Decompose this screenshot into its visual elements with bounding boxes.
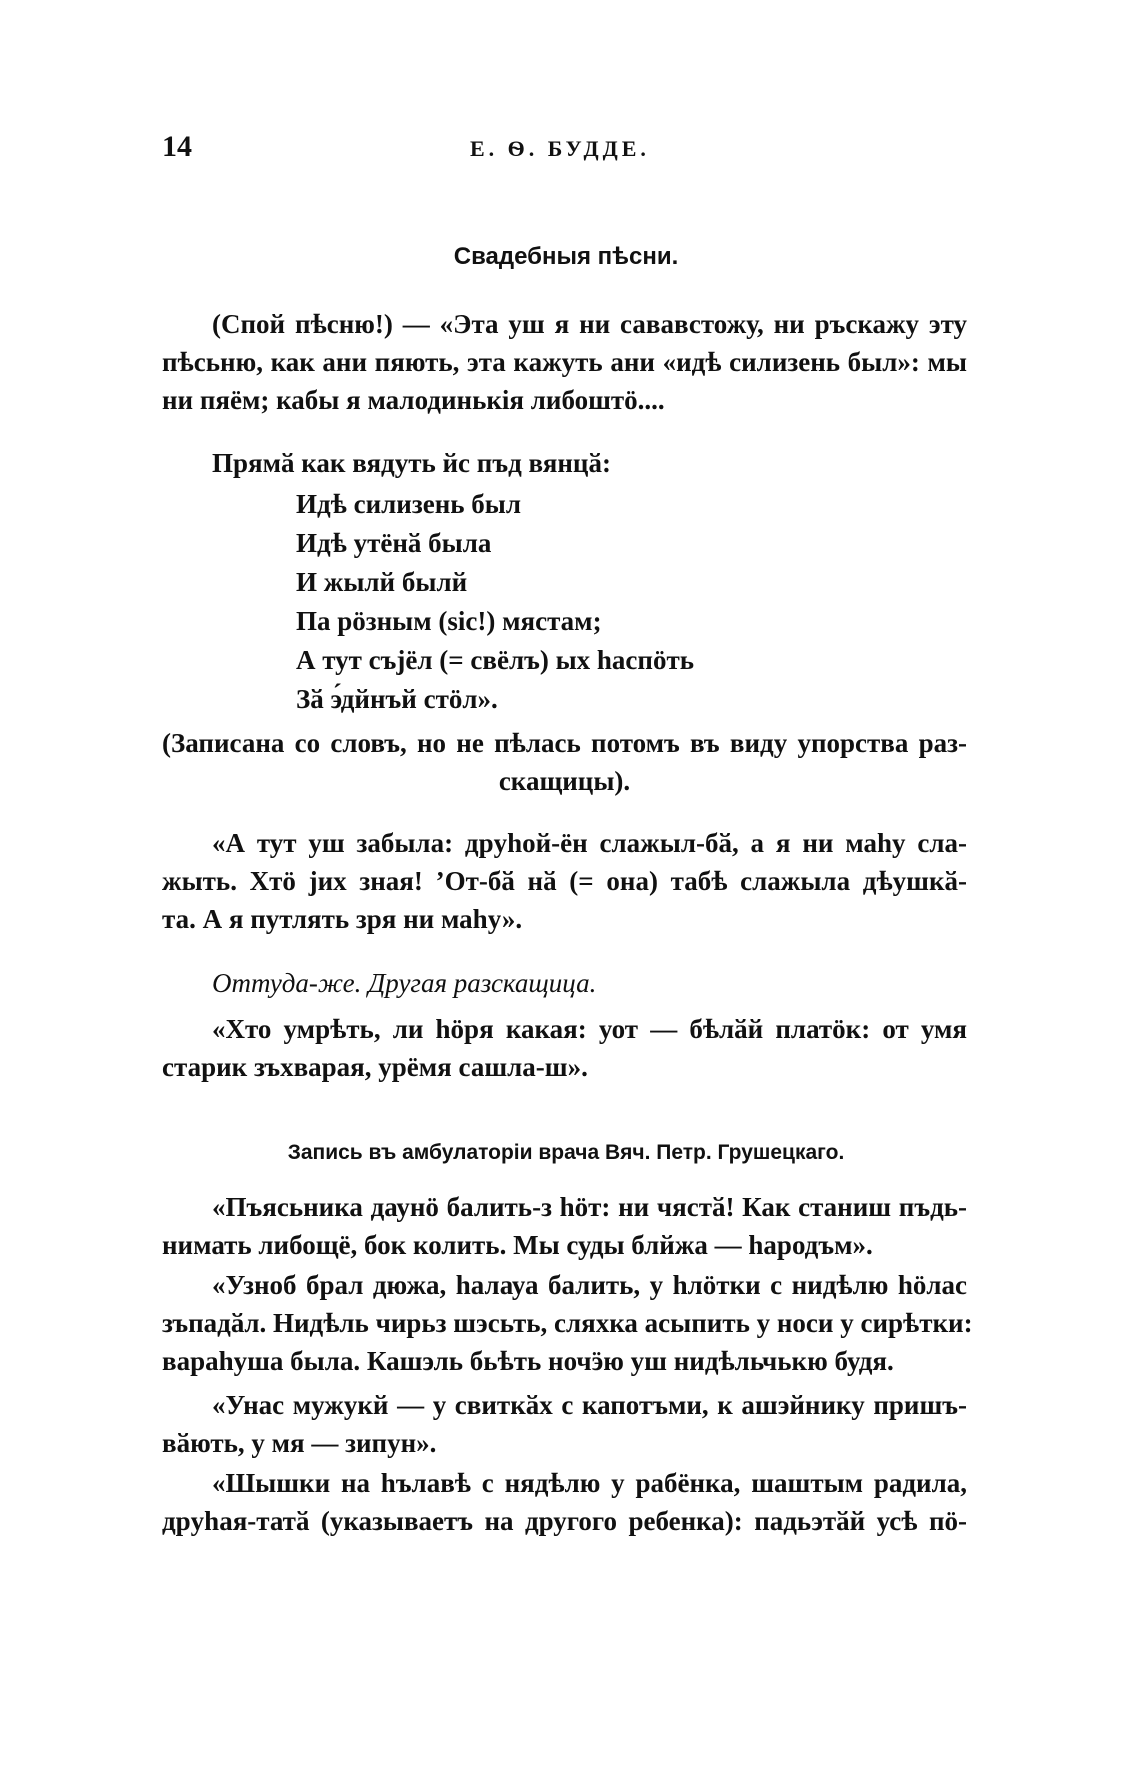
quote-line: та. А я путлять зря ни маhу».	[162, 904, 523, 934]
quote-line: жыть. Хтӧ јих зная! ’От-бӑ нӑ (= она) табѣ слажыла дѣушкӑ-	[162, 866, 967, 896]
clinic-line: «Узноб брал дюжа, hалауа балить, у hлӧтки с нидѣлю hӧлас	[212, 1270, 967, 1300]
quote-line: «Хто умрѣть, ли hӧря какая: уот — бѣлӑй платӧк: от умя	[212, 1014, 967, 1044]
clinic-line: зъпадӑл. Нидѣль чирьз шэсьть, сляхка асыпить у носи у сирѣтки:	[162, 1308, 973, 1338]
intro-line: пѣсьню, как ани пяють, эта кажуть ани «идѣ силизень был»: мы	[162, 347, 967, 377]
recording-note: скащицы).	[498, 766, 631, 796]
clinic-line: «Унас мужукй — у свиткӑх с капотъми, к ашэйнику пришъ-	[212, 1390, 967, 1420]
song-verse: Зӑ э́дйнъй стӧл».	[296, 684, 498, 714]
page-number: 14	[162, 130, 192, 163]
song-verse: И жылй былй	[296, 567, 468, 597]
song-lead: Прямӑ как вядуть йс пъд вянцӑ:	[212, 448, 611, 478]
quote-line: «А тут уш забыла: дрyhой-ён слажыл-бӑ, а я ни маhу сла-	[212, 828, 967, 858]
section-title-wedding-songs: Свадебныя пѣсни.	[453, 243, 679, 270]
intro-line: (Спой пѣсню!) — «Эта уш я ни сававстожу, ни ръскажу эту	[212, 309, 967, 339]
song-verse: Па рӧзным (sic!) мястам;	[296, 606, 602, 636]
clinic-line: нимать либощё, бок колить. Мы суды блйжа — hародъм».	[162, 1230, 873, 1260]
clinic-line: вӑють, у мя — зипун».	[162, 1428, 437, 1458]
song-verse: Идѣ утёнӑ была	[296, 528, 492, 558]
intro-line: ни пяём; кабы я малодинькія либоштӧ....	[162, 385, 665, 415]
clinic-line: «Пъясьника даунӧ балить-з hӧт: ни чястӑ! Как станиш пъдь-	[212, 1192, 967, 1222]
running-title: Е. Ѳ. БУДДЕ.	[470, 136, 650, 161]
clinic-line: варahуша была. Кашэль бьѣть ночӭю уш нидѣльчькю будя.	[162, 1346, 894, 1376]
clinic-line: дрyhая-татӑ (указываетъ на другого ребенка): падьэтӑй усѣ пӧ-	[162, 1506, 967, 1536]
quote-line: старик зъхварая, урёмя сашла-ш».	[162, 1052, 588, 1082]
song-verse: Идѣ силизень был	[296, 489, 522, 519]
section-title-clinic-record: Запись въ амбулаторіи врача Вяч. Петр. Грушецкаго.	[287, 1141, 845, 1164]
clinic-line: «Шышки на hълавѣ с нядѣлю у рабёнка, шаштым радила,	[212, 1468, 967, 1498]
recording-note: (Записана со словъ, но не пѣлась потомъ въ виду упорства раз-	[162, 728, 967, 758]
song-verse: А тут съјёл (= свёлъ) ых hаспӧть	[296, 645, 694, 675]
source-line: Оттуда-же. Другая разскащица.	[212, 968, 597, 998]
